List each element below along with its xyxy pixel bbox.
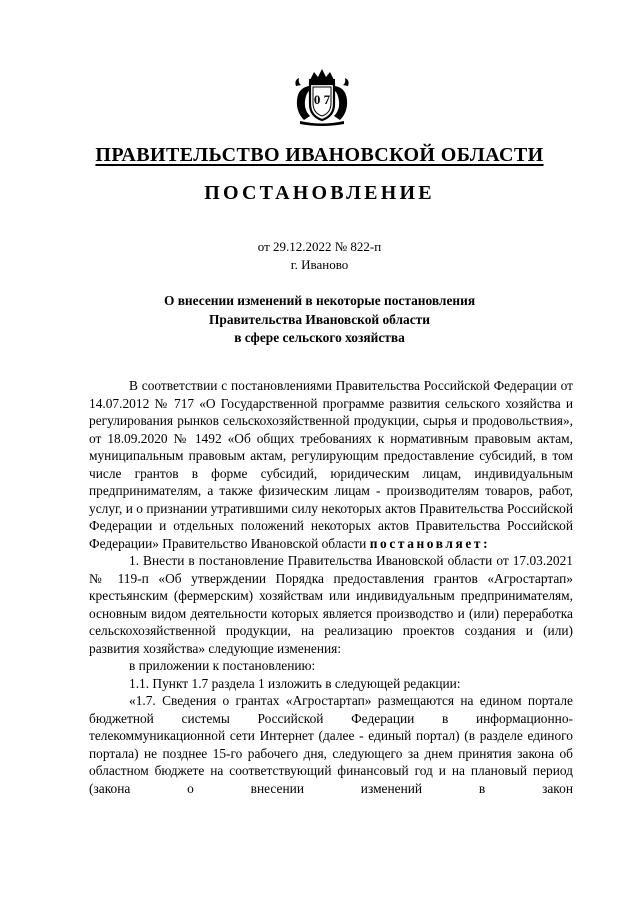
document-subject — [90, 292, 549, 348]
decree-word: постановляет: — [369, 535, 491, 551]
date-block — [0, 238, 639, 274]
paragraph-1: 1. Внести в постановление Правительства Ивановской области от 17.03.2021 № 119-п «Об утверждении Порядка предоставления грантов «Агростартап» крестьянским (фермерским) хозяйствам или индивидуальным предпринимателям, основным видом деятельности которых является производство и (или) переработка сельскохозяйственной продукции, на реализацию проектов создания и (или) развития хозяйства» следующие изменения: — [89, 553, 573, 656]
date-number: от 29.12.2022 № 822-п — [257, 239, 382, 254]
document-body — [89, 377, 573, 797]
paragraph-preamble — [89, 377, 573, 552]
document-type: ПОСТАНОВЛЕНИЕ — [204, 182, 435, 204]
preamble-text: В соответствии с постановлениями Правительства Российской Федерации от 14.07.2012 № 717 «О Государственной программе развития сельского хозяйства и регулирования рынков сельскохозяйственной продукции, сырья и продовольствия», от 18.09.2020 № 1492 «Об общих требованиях к нормативным правовым актам, муниципальным правовым актам, регулирующим предоставление субсидий, в том числе грантов в форме субсидий, юридическим лицам, индивидуальным предпринимателям, а также физическим лицам - производителям товаров, работ, услуг, и о признании утратившими силу некоторых актов Правительства Российской Федерации и отдельных положений некоторых актов Правительства Российской Федерации» Правительство Ивановской области — [89, 378, 573, 551]
ivanovo-coat-of-arms-icon — [292, 66, 352, 126]
paragraph-3: 1.1. Пункт 1.7 раздела 1 изложить в следующей редакции: — [129, 675, 461, 691]
emblem-number: 0 7 — [313, 92, 331, 107]
city: г. Иваново — [290, 257, 349, 272]
subject-line-3: в сфере сельского хозяйства — [234, 330, 405, 345]
paragraph-2: в приложении к постановлению: — [129, 658, 316, 673]
subject-line-1: О внесении изменений в некоторые постановления — [163, 293, 476, 308]
government-title: ПРАВИТЕЛЬСТВО ИВАНОВСКОЙ ОБЛАСТИ — [95, 144, 544, 166]
subject-line-2: Правительства Ивановской области — [209, 311, 430, 327]
paragraph-4: «1.7. Сведения о грантах «Агростартап» размещаются на едином портале бюджетной системы Российской Федерации в информационно-телекоммуникационной сети Интернет (далее - единый портал) (в разделе единого портала) не позднее 15-го рабочего дня, следующего за днем принятия закона об областном бюджете на соответствующий финансовый год и на плановый период (закона о внесении изменений в закон — [89, 693, 573, 796]
